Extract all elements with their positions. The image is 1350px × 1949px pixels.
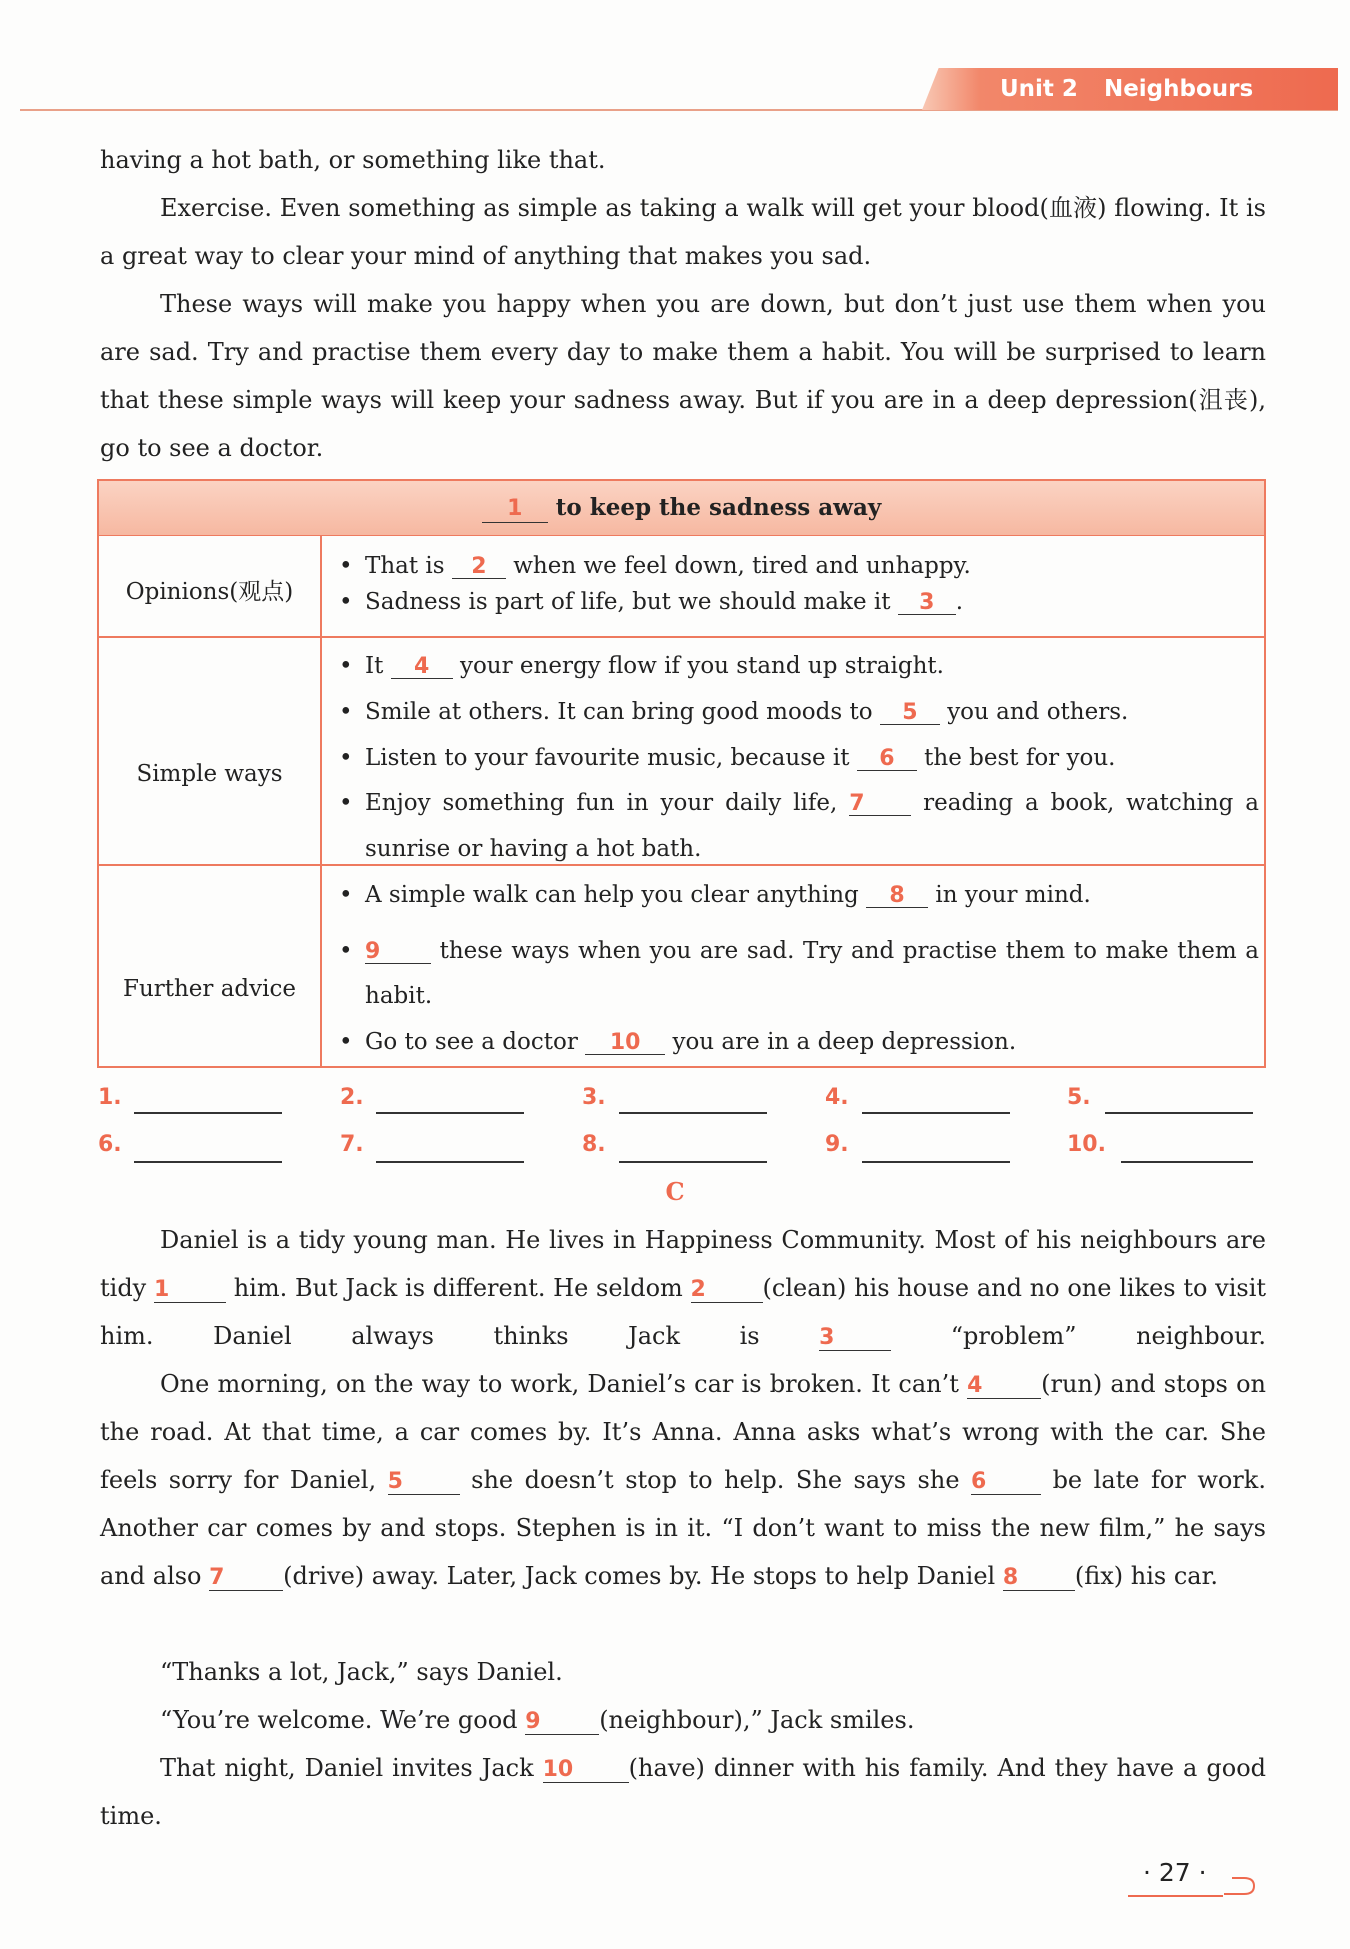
table-line: • Sadness is part of life, but we should make it 3 . (339, 584, 1259, 620)
answer-label: 7. (340, 1132, 364, 1157)
section-c-p4: “You’re welcome. We’re good 9 (neighbour),” Jack smiles. (100, 1696, 1266, 1744)
passage-b-p2: Exercise. Even something as simple as taking a walk will get your blood(血液) flowing. It is a great way to clear your mind of anything that makes you sad. (100, 194, 1266, 270)
c-blank-5[interactable]: 5 (388, 1462, 460, 1495)
table-line: • Enjoy something fun in your daily life, 7 reading a book, watching a (339, 785, 1259, 821)
answer-label: 3. (582, 1085, 606, 1110)
answer-label: 1. (98, 1085, 122, 1110)
blank-4[interactable]: 4 (391, 650, 453, 679)
answer-line-6[interactable] (134, 1161, 282, 1163)
section-c-heading: C (665, 1177, 685, 1206)
answer-label: 6. (98, 1132, 122, 1157)
table-line: • Smile at others. It can bring good moods to 5 you and others. (339, 694, 1259, 730)
blank-9[interactable]: 9 (365, 935, 431, 964)
table-title: 1 to keep the sadness away (99, 481, 1264, 536)
page-number-rule (1128, 1895, 1223, 1897)
table-line: • Listen to your favourite music, because it 6 the best for you. (339, 740, 1259, 776)
page-number: · 27 · (1143, 1858, 1207, 1887)
c-blank-1[interactable]: 1 (154, 1270, 226, 1303)
answer-line-3[interactable] (619, 1112, 767, 1114)
answer-line-8[interactable] (619, 1161, 767, 1163)
table-line: • It 4 your energy flow if you stand up straight. (339, 648, 1259, 684)
c-blank-3[interactable]: 3 (819, 1318, 891, 1351)
section-c-p1: Daniel is a tidy young man. He lives in Happiness Community. Most of his neighbours are tidy 1 him. But Jack is different. He seldom 2 (clean) his house and no one likes to visit him. Daniel always thinks Jack is 3 “problem” neighbour. (100, 1226, 1267, 1350)
table-line: habit. (365, 983, 433, 1009)
answer-line-5[interactable] (1105, 1112, 1253, 1114)
answer-line-10[interactable] (1121, 1161, 1253, 1163)
answer-label: 2. (340, 1085, 364, 1110)
c-blank-10[interactable]: 10 (543, 1750, 629, 1783)
section-c-p2: One morning, on the way to work, Daniel’s car is broken. It can’t 4 (run) and stops on the road. At that time, a car comes by. It’s Anna. Anna asks what’s wrong with the car. She feels sorry for Daniel, 5 she doesn’t stop to help. She says she 6 be late for work. Another car comes by and stops. Stephen is in it. “I don’t want to miss the new film,” he says and also 7 (drive) away. Later, Jack comes by. He stops to help Daniel 8 (fix) his car. (100, 1360, 1266, 1600)
blank-6[interactable]: 6 (857, 742, 917, 771)
answer-label: 5. (1067, 1085, 1091, 1110)
c-blank-9[interactable]: 9 (525, 1702, 599, 1735)
answer-line-4[interactable] (862, 1112, 1010, 1114)
c-blank-8[interactable]: 8 (1003, 1558, 1075, 1591)
blank-7[interactable]: 7 (849, 787, 911, 816)
c-blank-7[interactable]: 7 (209, 1558, 283, 1591)
row-label-simple-ways: Simple ways (136, 761, 283, 787)
section-c-p3: “Thanks a lot, Jack,” says Daniel. (160, 1658, 563, 1686)
answer-line-2[interactable] (376, 1112, 524, 1114)
table-line: • 9 these ways when you are sad. Try and practise them to make them a (339, 933, 1259, 969)
answer-label: 8. (582, 1132, 606, 1157)
blank-8[interactable]: 8 (866, 879, 928, 908)
table-line: • That is 2 when we feel down, tired and unhappy. (339, 548, 1259, 584)
blank-3[interactable]: 3 (898, 586, 956, 615)
summary-table (97, 479, 1266, 1068)
answer-line-9[interactable] (862, 1161, 1010, 1163)
answer-line-7[interactable] (376, 1161, 524, 1163)
blank-2[interactable]: 2 (452, 550, 506, 579)
blank-5[interactable]: 5 (880, 696, 940, 725)
answer-label: 10. (1067, 1132, 1106, 1157)
table-line: sunrise or having a hot bath. (365, 836, 702, 862)
passage-b-p3: These ways will make you happy when you are down, but don’t just use them when you are sad. Try and practise them every day to make them a habit. You will be surprised to learn that these simple ways will keep your sadness away. But if you are in a deep depression(沮丧), go to see a doctor. (100, 290, 1266, 462)
blank-10[interactable]: 10 (585, 1026, 665, 1055)
blank-1[interactable]: 1 (482, 490, 548, 523)
answer-line-1[interactable] (134, 1112, 282, 1114)
c-blank-4[interactable]: 4 (967, 1366, 1041, 1399)
unit-name: Neighbours (1103, 76, 1254, 102)
page-swoosh-icon (1222, 1868, 1258, 1898)
c-blank-2[interactable]: 2 (691, 1270, 763, 1303)
row-label-further-advice: Further advice (122, 976, 297, 1002)
answer-label: 4. (825, 1085, 849, 1110)
c-blank-6[interactable]: 6 (971, 1462, 1041, 1495)
section-c-p5: That night, Daniel invites Jack 10 (have) dinner with his family. And they have a good time. (100, 1744, 1266, 1840)
unit-number: Unit 2 (1000, 76, 1078, 102)
unit-title (1000, 76, 1253, 102)
row-divider (99, 636, 1264, 638)
table-line: • Go to see a doctor 10 you are in a deep depression. (339, 1024, 1259, 1060)
table-line: • A simple walk can help you clear anything 8 in your mind. (339, 877, 1259, 913)
row-label-opinions: Opinions(观点) (125, 579, 294, 605)
table-divider (320, 536, 322, 1066)
passage-b-p1: having a hot bath, or something like that. (100, 146, 606, 174)
answer-label: 9. (825, 1132, 849, 1157)
